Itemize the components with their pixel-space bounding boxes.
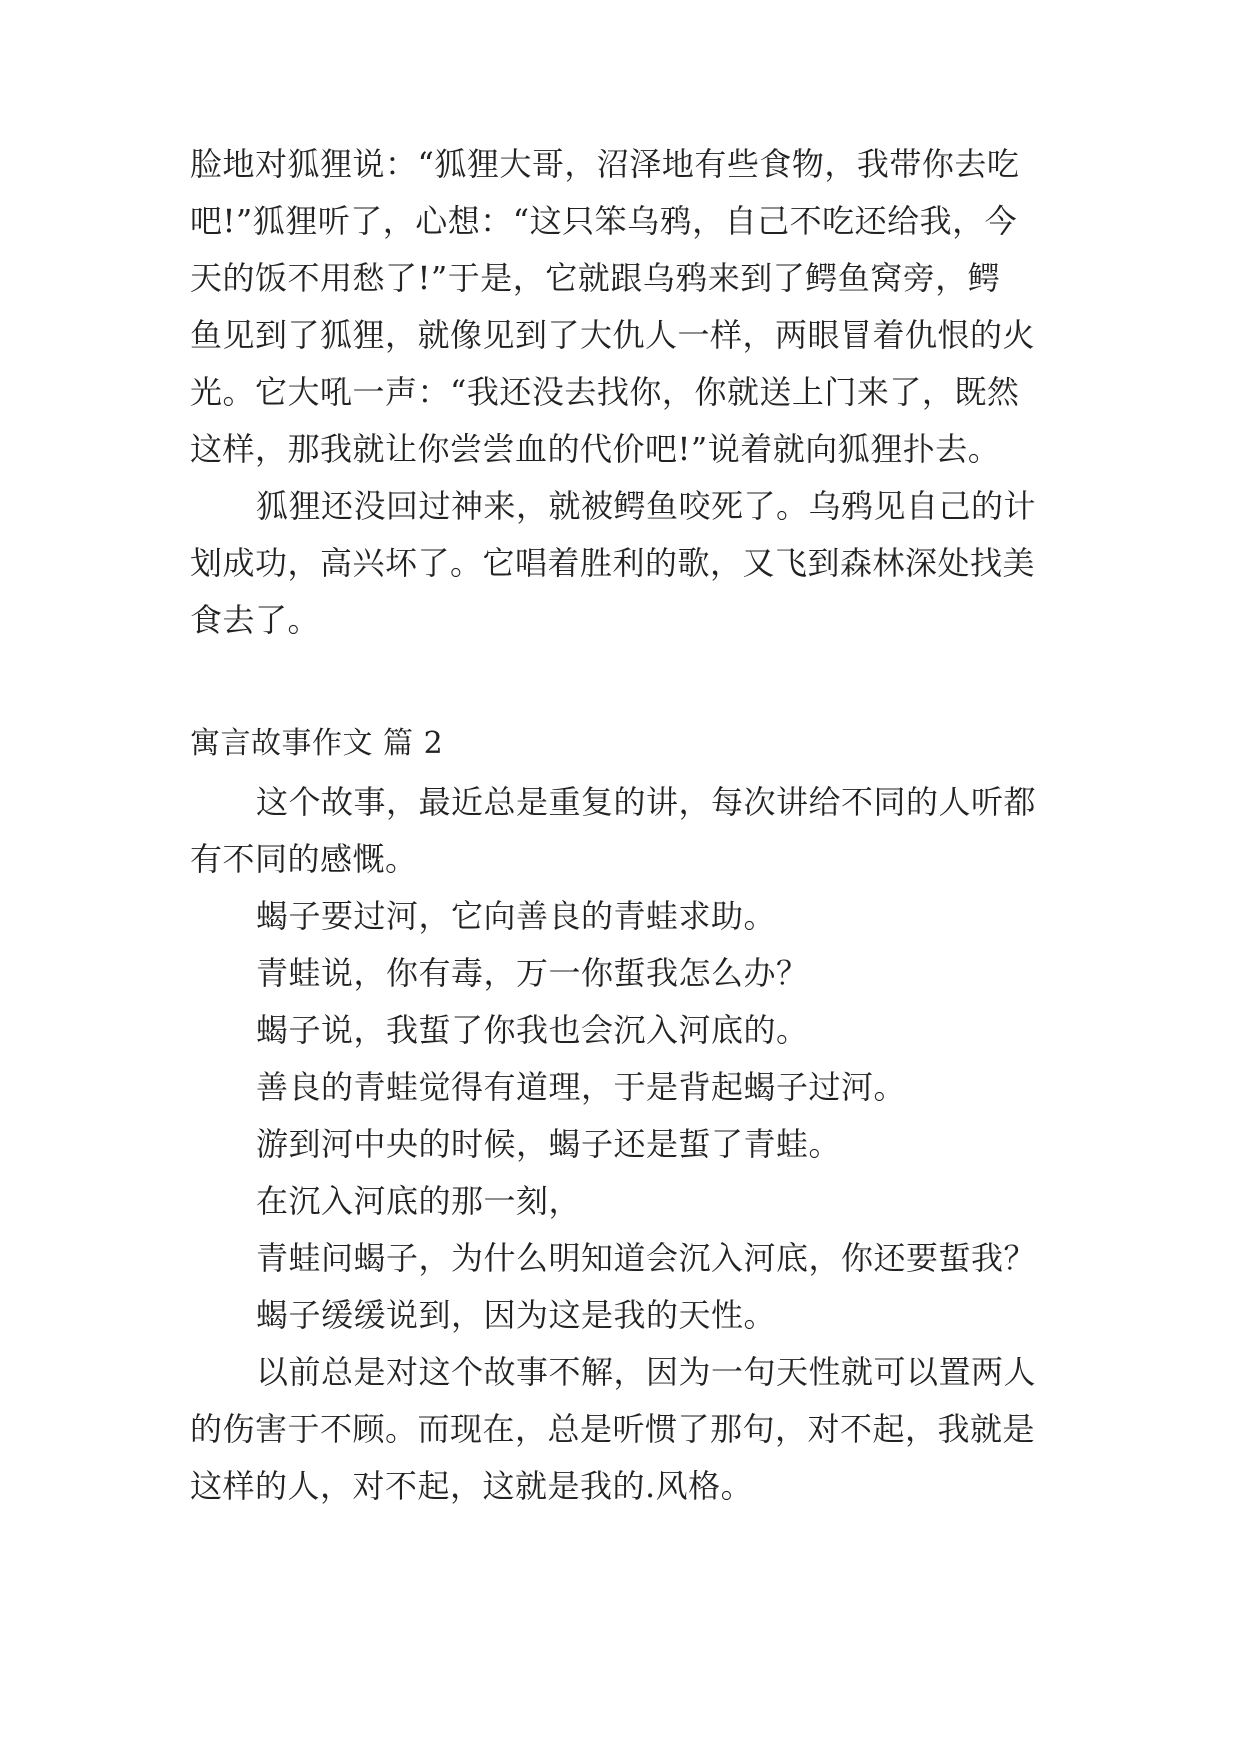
- paragraph-line: 这样，那我就让你尝尝血的代价吧!”说着就向狐狸扑去。: [190, 430, 1001, 468]
- paragraph-line: 有不同的感慨。: [190, 840, 418, 878]
- paragraph-line: 脸地对狐狸说：“狐狸大哥，沼泽地有些食物，我带你去吃: [190, 145, 1020, 183]
- paragraph-line: 在沉入河底的那一刻，: [256, 1182, 582, 1220]
- paragraph-line: 游到河中央的时候，蝎子还是蜇了青蛙。: [256, 1125, 842, 1163]
- paragraph-line: 善良的青蛙觉得有道理，于是背起蝎子过河。: [256, 1068, 907, 1106]
- paragraph-line: 鱼见到了狐狸，就像见到了大仇人一样，两眼冒着仇恨的火: [190, 316, 1036, 354]
- paragraph-line: 青蛙问蝎子，为什么明知道会沉入河底，你还要蜇我？: [256, 1239, 1037, 1277]
- paragraph-line: 蝎子要过河，它向善良的青蛙求助。: [256, 897, 777, 935]
- paragraph-line: 以前总是对这个故事不解，因为一句天性就可以置两人: [256, 1353, 1037, 1391]
- paragraph-line: 食去了。: [190, 601, 321, 639]
- paragraph-line: 吧!”狐狸听了，心想：“这只笨乌鸦，自己不吃还给我，今: [190, 202, 1018, 240]
- paragraph-line: 光。它大吼一声：“我还没去找你，你就送上门来了，既然: [190, 373, 1020, 411]
- paragraph-line: 蝎子说，我蜇了你我也会沉入河底的。: [256, 1011, 809, 1049]
- paragraph-line: 划成功，高兴坏了。它唱着胜利的歌，又飞到森林深处找美: [190, 544, 1036, 582]
- paragraph-line: 这个故事，最近总是重复的讲，每次讲给不同的人听都: [256, 783, 1037, 821]
- paragraph-line: 天的饭不用愁了!”于是，它就跟乌鸦来到了鳄鱼窝旁，鳄: [190, 259, 1001, 297]
- paragraph-line: 蝎子缓缓说到，因为这是我的天性。: [256, 1296, 777, 1334]
- paragraph-line: 这样的人，对不起，这就是我的.风格。: [190, 1467, 754, 1505]
- paragraph-line: 青蛙说，你有毒，万一你蜇我怎么办？: [256, 954, 809, 992]
- paragraph-line: 狐狸还没回过神来，就被鳄鱼咬死了。乌鸦见自己的计: [256, 487, 1037, 525]
- paragraph-line: 的伤害于不顾。而现在，总是听惯了那句，对不起，我就是: [190, 1410, 1036, 1448]
- section-heading: 寓言故事作文 篇 2: [190, 726, 444, 761]
